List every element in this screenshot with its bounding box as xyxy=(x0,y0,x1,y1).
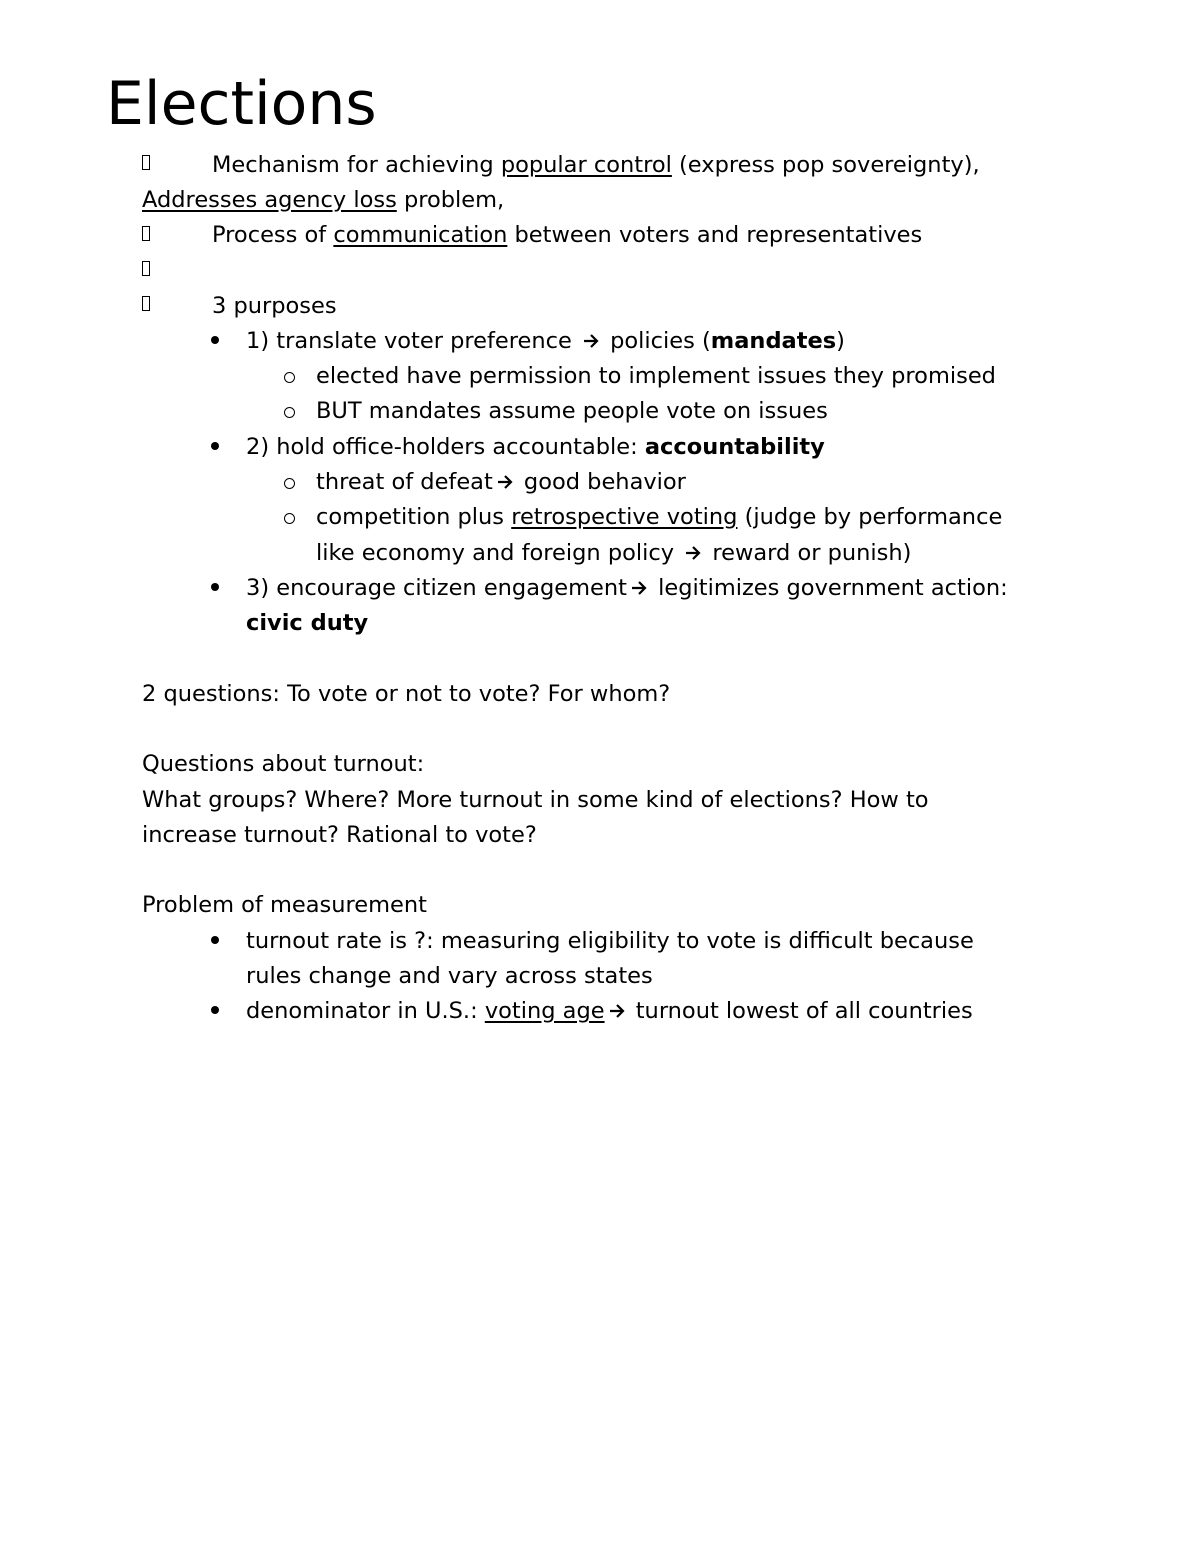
intro-line-3: Process of communication between voters and representatives xyxy=(212,222,923,248)
missing-glyph-bullet-icon xyxy=(142,296,150,311)
measurement-bullet-1: turnout rate is ?: measuring eligibility to vote is difficult because xyxy=(246,928,974,954)
measurement-heading: Problem of measurement xyxy=(142,892,427,918)
intro-line-1: Mechanism for achieving popular control (express pop sovereignty), xyxy=(212,152,980,178)
intro-line-2: Addresses agency loss problem, xyxy=(142,187,505,213)
measurement-bullet-2: denominator in U.S.: voting age turnout lowest of all countries xyxy=(246,998,973,1024)
turnout-line-2: increase turnout? Rational to vote? xyxy=(142,822,537,848)
measurement-bullet-1-cont: rules change and vary across states xyxy=(246,963,653,989)
missing-glyph-bullet-icon xyxy=(142,155,150,170)
purpose-2: 2) hold office-holders accountable: accountability xyxy=(246,434,825,460)
turnout-line-1: What groups? Where? More turnout in some kind of elections? How to xyxy=(142,787,929,813)
bullet-circle-icon xyxy=(284,407,295,418)
right-arrow-icon xyxy=(629,578,649,598)
right-arrow-icon xyxy=(683,543,703,563)
purpose-1-sub-1: elected have permission to implement issues they promised xyxy=(316,363,996,389)
purpose-2-sub-2-cont: like economy and foreign policy reward or punish) xyxy=(316,540,912,566)
right-arrow-icon xyxy=(581,331,601,351)
missing-glyph-bullet-icon xyxy=(142,226,150,241)
bullet-circle-icon xyxy=(284,478,295,489)
bullet-dot-icon xyxy=(211,583,219,591)
bullet-dot-icon xyxy=(211,442,219,450)
purpose-1: 1) translate voter preference policies (mandates) xyxy=(246,328,845,354)
two-questions: 2 questions: To vote or not to vote? For whom? xyxy=(142,681,671,707)
right-arrow-icon xyxy=(607,1001,627,1021)
bullet-circle-icon xyxy=(284,372,295,383)
bullet-dot-icon xyxy=(211,336,219,344)
purpose-2-sub-1: threat of defeat good behavior xyxy=(316,469,686,495)
intro-line-purposes: 3 purposes xyxy=(212,293,337,319)
right-arrow-icon xyxy=(495,472,515,492)
bullet-dot-icon xyxy=(211,936,219,944)
bullet-circle-icon xyxy=(284,513,295,524)
bullet-dot-icon xyxy=(211,1006,219,1014)
purpose-3-civic-duty: civic duty xyxy=(246,610,369,636)
turnout-heading: Questions about turnout: xyxy=(142,751,425,777)
purpose-3: 3) encourage citizen engagement legitimizes government action: xyxy=(246,575,1008,601)
page-title: Elections xyxy=(106,69,377,139)
purpose-1-sub-2: BUT mandates assume people vote on issues xyxy=(316,398,828,424)
missing-glyph-bullet-icon xyxy=(142,261,150,276)
purpose-2-sub-2: competition plus retrospective voting (judge by performance xyxy=(316,504,1003,530)
